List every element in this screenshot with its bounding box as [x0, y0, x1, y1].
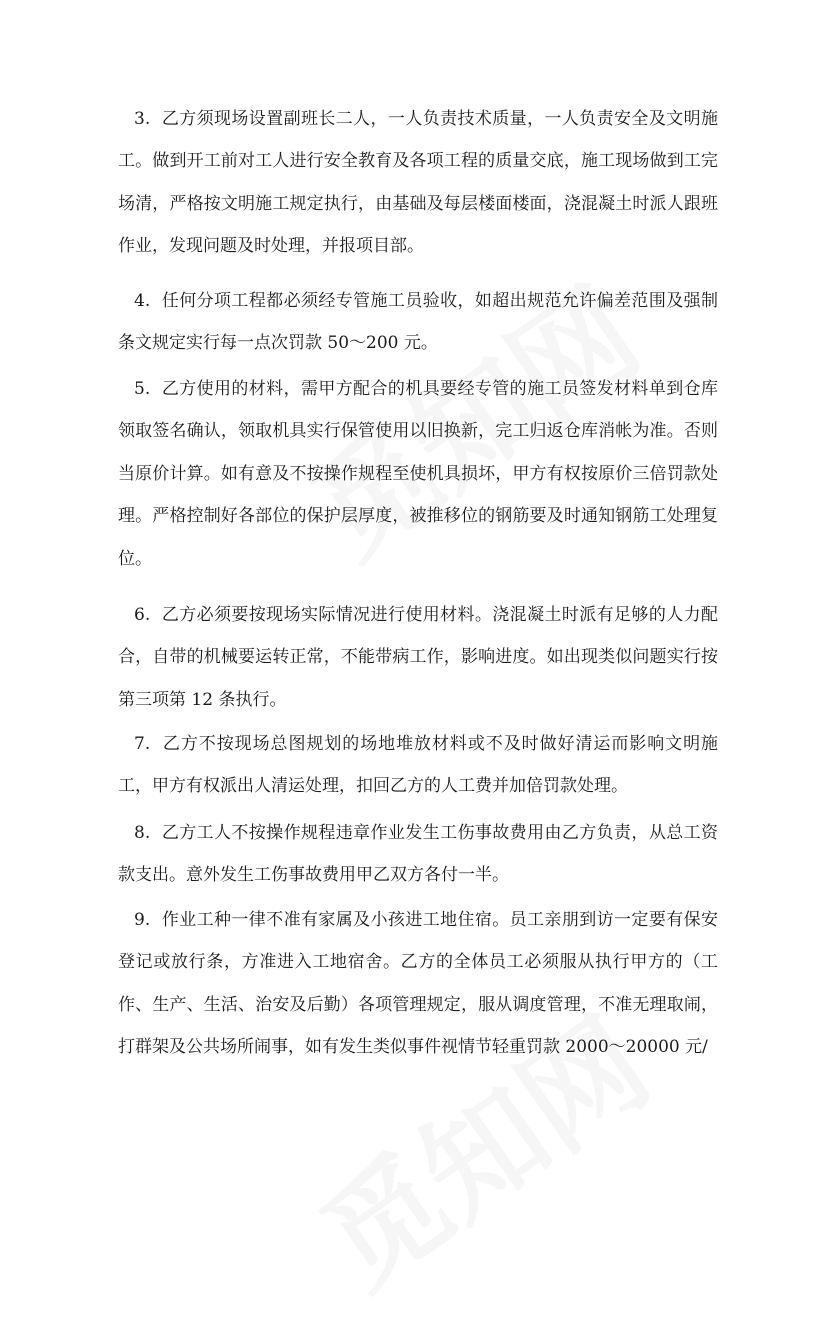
clause-number: 4.: [134, 291, 151, 311]
clause-number: 5.: [134, 379, 151, 399]
clause-5: [118, 368, 718, 580]
clause-text: 乙方工人不按操作规程违章作业发生工伤事故费用由乙方负责，从总工资款支出。意外发生工伤事故费用甲乙双方各付一半。: [118, 823, 718, 886]
clause-7: [118, 723, 718, 808]
clause-6: [118, 594, 718, 721]
clause-number: 7.: [134, 734, 151, 754]
clause-text: 乙方须现场设置副班长二人，一人负责技术质量，一人负责安全及文明施工。做到开工前对工人进行安全教育及各项工程的质量交底，施工现场做到工完场清，严格按文明施工规定执行，由基础及每层楼面楼面，浇混凝土时派人跟班作业，发现问题及时处理，并报项目部。: [118, 109, 718, 257]
clause-3: [118, 98, 718, 268]
clause-8: [118, 812, 718, 897]
clause-text: 作业工种一律不准有家属及小孩进工地住宿。员工亲朋到访一定要有保安登记或放行条，方准进入工地宿舍。乙方的全体员工必须服从执行甲方的（工作、生产、生活、治安及后勤）各项管理规定，服从调度管理，不准无理取闹，打群架及公共场所闹事，如有发生类似事件视情节轻重罚款 2000～20000 元/: [118, 910, 718, 1058]
clause-text: 乙方使用的材料，需甲方配合的机具要经专管的施工员签发材料单到仓库领取签名确认，领取机具实行保管使用以旧换新，完工归返仓库消帐为准。否则当原价计算。如有意及不按操作规程至使机具损坏，甲方有权按原价三倍罚款处理。严格控制好各部位的保护层厚度，被推移位的钢筋要及时通知钢筋工处理复位。: [118, 379, 718, 569]
clause-9: [118, 899, 718, 1069]
clause-text: 任何分项工程都必须经专管施工员验收，如超出规范允许偏差范围及强制条文规定实行每一点次罚款 50～200 元。: [118, 291, 718, 354]
clause-number: 8.: [134, 823, 151, 843]
clause-4: [118, 280, 718, 365]
clause-text: 乙方必须要按现场实际情况进行使用材料。浇混凝土时派有足够的人力配合，自带的机械要运转正常，不能带病工作，影响进度。如出现类似问题实行按第三项第 12 条执行。: [118, 605, 718, 710]
clause-number: 6.: [134, 605, 151, 625]
clause-number: 9.: [134, 910, 151, 930]
clause-number: 3.: [134, 109, 151, 129]
clause-text: 乙方不按现场总图规划的场地堆放材料或不及时做好清运而影响文明施工，甲方有权派出人清运处理，扣回乙方的人工费并加倍罚款处理。: [118, 734, 719, 797]
